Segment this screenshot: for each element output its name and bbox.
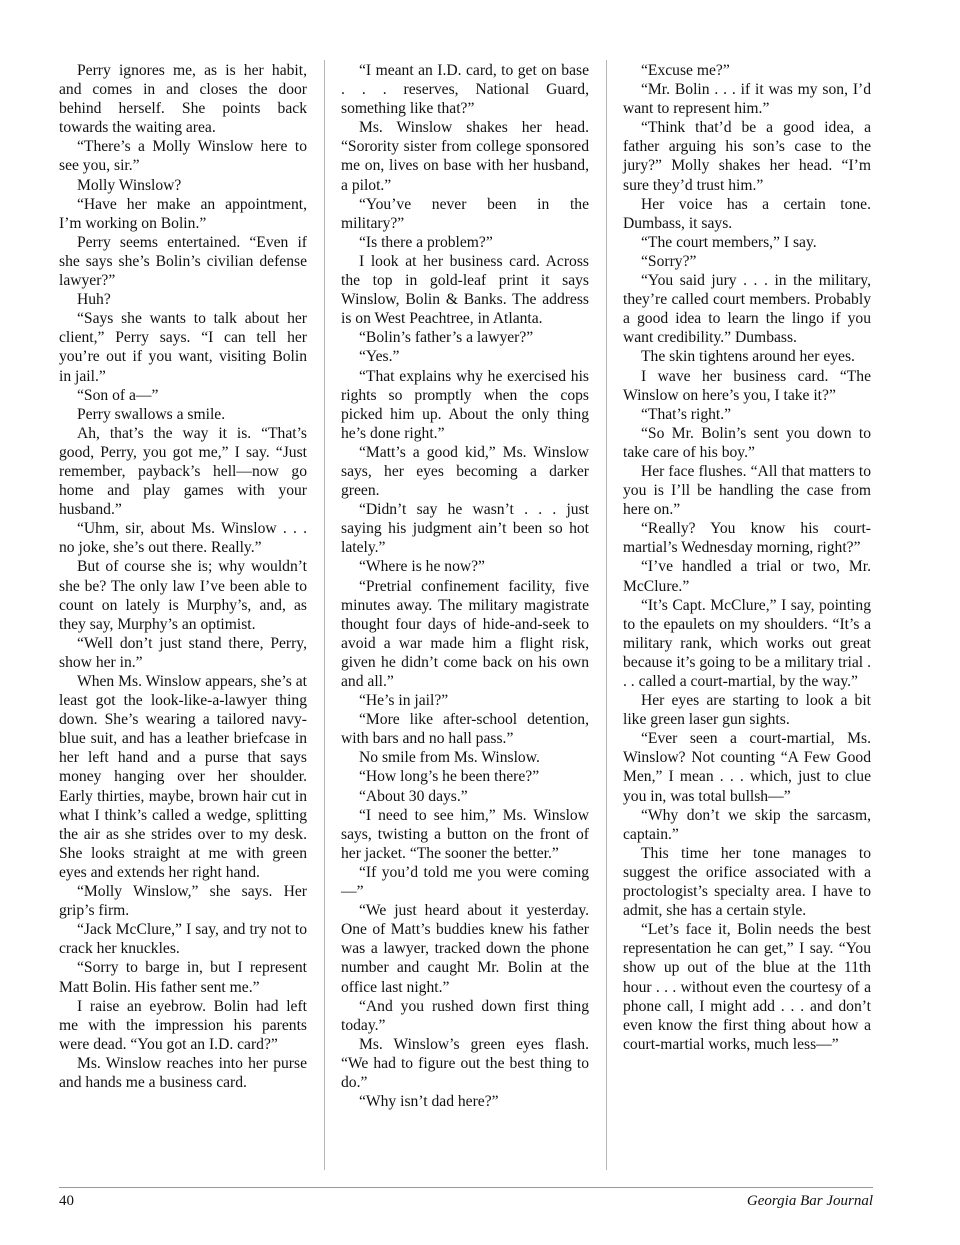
paragraph: “Sorry to barge in, but I represent Matt Bolin. His father sent me.” (59, 959, 307, 996)
article-column-1 (59, 61, 307, 1092)
paragraph: “That’s right.” (641, 405, 732, 423)
paragraph: “Let’s face it, Bolin needs the best representation he can get,” I say. “You show up out of the blue at the 11th hour . . . without even the courtesy of a phone call, I might add . . . and don’t even know the first thing about how a court-martial works, much less—” (623, 921, 871, 1053)
paragraph: “You’ve never been in the military?” (341, 195, 589, 232)
paragraph: “Son of a—” (77, 386, 159, 404)
paragraph: Huh? (77, 291, 111, 309)
paragraph: “Ever seen a court-martial, Ms. Winslow? Not counting “A Few Good Men,” I mean . . . which, just to clue you in, was total bullsh—” (623, 730, 871, 805)
paragraph: “More like after-school detention, with bars and no hall pass.” (341, 711, 589, 748)
paragraph: “About 30 days.” (359, 787, 468, 805)
paragraph: I look at her business card. Across the top in gold-leaf print it says Winslow, Bolin & Banks. The address is on West Peachtree, in Atlanta. (341, 252, 589, 328)
paragraph: “Think that’d be a good idea, a father arguing his son’s case to the jury?” Molly shakes her head. “I’m sure they’d trust him.” (623, 119, 871, 194)
paragraph: “How long’s he been there?” (359, 768, 540, 786)
page-number: 40 (59, 1193, 74, 1209)
paragraph: Her voice has a certain tone. Dumbass, it says. (623, 195, 871, 232)
paragraph: Perry ignores me, as is her habit, and comes in and closes the door behind herself. She points back towards the waiting area. (59, 62, 307, 137)
paragraph: “Says she wants to talk about her client,” Perry says. “I can tell her you’re out if you want, visiting Bolin in jail.” (59, 310, 307, 385)
paragraph: “Matt’s a good kid,” Ms. Winslow says, her eyes becoming a darker green. (341, 443, 589, 500)
paragraph: “Uhm, sir, about Ms. Winslow . . . no joke, she’s out there. Really.” (59, 520, 307, 557)
column-divider-2 (606, 60, 607, 1170)
article-column-3 (623, 61, 871, 1054)
footer-rule (59, 1187, 873, 1188)
paragraph: “Jack McClure,” I say, and try not to crack her knuckles. (59, 921, 307, 958)
article-column-2 (341, 61, 589, 1111)
paragraph: “It’s Capt. McClure,” I say, pointing to the epaulets on my shoulders. “It’s a military rank, which works out great because it’s going to be a military trial . . . called a court-martial, by the way.” (623, 596, 871, 690)
paragraph: “Molly Winslow,” she says. Her grip’s firm. (59, 883, 307, 920)
paragraph: “So Mr. Bolin’s sent you down to take care of his boy.” (623, 424, 871, 461)
paragraph: No smile from Ms. Winslow. (359, 749, 540, 767)
paragraph: Molly Winslow? (77, 176, 182, 194)
paragraph: “Have her make an appointment, I’m working on Bolin.” (59, 195, 307, 232)
paragraph: “Where is he now?” (359, 558, 485, 576)
paragraph: “We just heard about it yesterday. One of Matt’s buddies knew his father was a lawyer, tracked down the phone number and caught Mr. Bolin at the office last night.” (341, 902, 589, 996)
column-divider-1 (324, 60, 325, 1170)
paragraph: “Didn’t say he wasn’t . . . just saying his judgment ain’t been so hot lately.” (341, 501, 589, 557)
paragraph: “Mr. Bolin . . . if it was my son, I’d want to represent him.” (623, 81, 871, 118)
paragraph: “Really? You know his court-martial’s Wednesday morning, right?” (623, 520, 871, 557)
paragraph: I wave her business card. “The Winslow on here’s you, I take it?” (623, 367, 871, 404)
paragraph: “I’ve handled a trial or two, Mr. McClure.” (623, 558, 871, 595)
paragraph: The skin tightens around her eyes. (641, 348, 855, 366)
paragraph: I raise an eyebrow. Bolin had left me with the impression his parents were dead. “You got an I.D. card?” (59, 997, 307, 1053)
paragraph: When Ms. Winslow appears, she’s at least got the look-like-a-lawyer thing down. She’s wearing a tailored navy-blue suit, and has a leather briefcase in her left hand and a purse that says money hanging over her shoulder. Early thirties, maybe, brown hair cut in what I think’s called a wedge, splitting the air as she strides over to my desk. She looks straight at me with green eyes and extends her right hand. (59, 673, 307, 881)
paragraph: “And you rushed down first thing today.” (341, 997, 589, 1034)
paragraph: Perry seems entertained. “Even if she says she’s Bolin’s civilian defense lawyer?” (59, 233, 307, 290)
paragraph: “I need to see him,” Ms. Winslow says, twisting a button on the front of her jacket. “The sooner the better.” (341, 806, 589, 862)
paragraph: Perry swallows a smile. (77, 405, 226, 423)
paragraph: “Why isn’t dad here?” (359, 1093, 499, 1111)
paragraph: Her face flushes. “All that matters to you is I’ll be handling the case from here on.” (623, 462, 871, 519)
paragraph: “That explains why he exercised his rights so promptly when the cops picked him up. About the only thing he’s done right.” (341, 367, 589, 442)
paragraph: But of course she is; why wouldn’t she be? The only law I’ve been able to count on lately is Murphy’s, and, as they say, Murphy’s an optimist. (59, 558, 307, 633)
paragraph: Her eyes are starting to look a bit like green laser gun sights. (623, 692, 871, 729)
paragraph: “The court members,” I say. (641, 233, 817, 251)
paragraph: “He’s in jail?” (359, 692, 449, 710)
paragraph: “Well don’t just stand there, Perry, show her in.” (59, 634, 307, 671)
paragraph: Ms. Winslow reaches into her purse and hands me a business card. (59, 1054, 307, 1091)
paragraph: Ms. Winslow’s green eyes flash. “We had to figure out the best thing to do.” (341, 1035, 589, 1091)
paragraph: “Is there a problem?” (359, 233, 493, 251)
paragraph: “Why don’t we skip the sarcasm, captain.” (623, 806, 871, 843)
paragraph: “Excuse me?” (641, 62, 730, 79)
paragraph: “If you’d told me you were coming—” (341, 863, 589, 901)
journal-name: Georgia Bar Journal (746, 1193, 873, 1209)
paragraph: “Sorry?” (641, 252, 697, 270)
paragraph: “There’s a Molly Winslow here to see you, sir.” (59, 138, 307, 175)
paragraph: “Bolin’s father’s a lawyer?” (359, 329, 534, 347)
paragraph: “You said jury . . . in the military, they’re called court members. Probably a good idea to learn the lingo if you want credibility.” Dumbass. (623, 272, 871, 347)
paragraph: “Pretrial confinement facility, five minutes away. The military magistrate thought four days of hide-and-seek to avoid a war made him a flight risk, given he didn’t come back on his own and all.” (341, 577, 589, 690)
paragraph: Ah, that’s the way it is. “That’s good, Perry, you got me,” I say. “Just remember, payback’s hell—now go home and play games with your husband.” (59, 424, 307, 519)
paragraph: This time her tone manages to suggest the orifice associated with a proctologist’s specialty area. I have to admit, she has a certain style. (623, 844, 871, 920)
paragraph: Ms. Winslow shakes her head. “Sorority sister from college sponsored me on, lives on base with her husband, a pilot.” (341, 119, 589, 194)
paragraph: “Yes.” (359, 348, 400, 366)
paragraph: “I meant an I.D. card, to get on base . . . reserves, National Guard, something like that?” (341, 62, 589, 118)
